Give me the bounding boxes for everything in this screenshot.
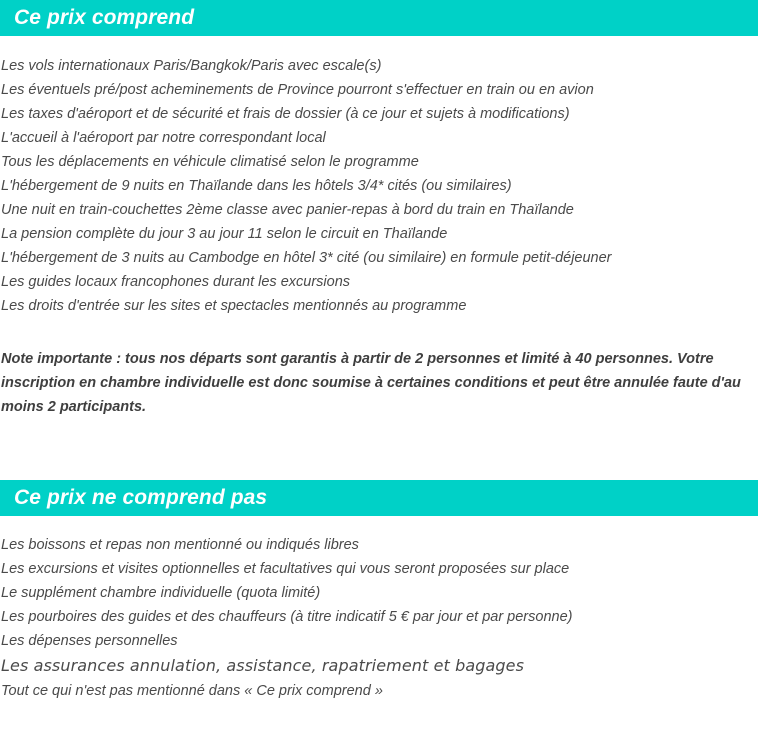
inclusions-list — [0, 54, 758, 318]
spacer — [0, 318, 758, 332]
list-item: L'hébergement de 3 nuits au Cambodge en hôtel 3* cité (ou similaire) en formule petit-déjeuner — [1, 250, 612, 266]
list-item: Les droits d'entrée sur les sites et spectacles mentionnés au programme — [1, 298, 467, 314]
list-item: L'accueil à l'aéroport par notre correspondant local — [1, 130, 326, 146]
list-item: Les assurances annulation, assistance, rapatriement et bagages — [1, 656, 525, 675]
list-item: Les éventuels pré/post acheminements de Province pourront s'effectuer en train ou en avion — [1, 82, 594, 98]
list-item: L'hébergement de 9 nuits en Thaïlande dans les hôtels 3/4* cités (ou similaires) — [1, 178, 512, 194]
list-item: Les guides locaux francophones durant les excursions — [1, 274, 351, 290]
section-header-ce-prix-comprend: Ce prix comprend — [0, 0, 758, 36]
section-ce-prix-ne-comprend-pas — [0, 480, 758, 703]
list-item: Tous les déplacements en véhicule climatisé selon le programme — [1, 154, 419, 170]
list-item: La pension complète du jour 3 au jour 11 selon le circuit en Thaïlande — [1, 226, 448, 242]
spacer — [0, 433, 758, 480]
list-item: Les boissons et repas non mentionné ou indiqués libres — [1, 537, 359, 553]
list-item: Les excursions et visites optionnelles et facultatives qui vous seront proposées sur place — [1, 561, 570, 577]
list-item: Les dépenses personnelles — [1, 633, 178, 649]
exclusions-list — [0, 533, 758, 703]
list-item: Les vols internationaux Paris/Bangkok/Paris avec escale(s) — [1, 58, 382, 74]
list-item: Tout ce qui n'est pas mentionné dans « Ce prix comprend » — [1, 683, 383, 699]
important-note: Note importante : tous nos départs sont garantis à partir de 2 personnes et limité à 40 personnes. Votre inscription en chambre individuelle est donc soumise à certaines conditions et peut être annulée faute d'au moins 2 participants. — [1, 350, 741, 415]
spacer — [0, 36, 758, 54]
list-item: Le supplément chambre individuelle (quota limité) — [1, 585, 321, 601]
list-item: Les pourboires des guides et des chauffeurs (à titre indicatif 5 € par jour et par personne) — [1, 609, 573, 625]
list-item: Les taxes d'aéroport et de sécurité et frais de dossier (à ce jour et sujets à modifications) — [1, 106, 570, 122]
section-header-ce-prix-ne-comprend-pas: Ce prix ne comprend pas — [0, 480, 758, 516]
spacer — [0, 516, 758, 533]
list-item: Une nuit en train-couchettes 2ème classe avec panier-repas à bord du train en Thaïlande — [1, 202, 574, 218]
